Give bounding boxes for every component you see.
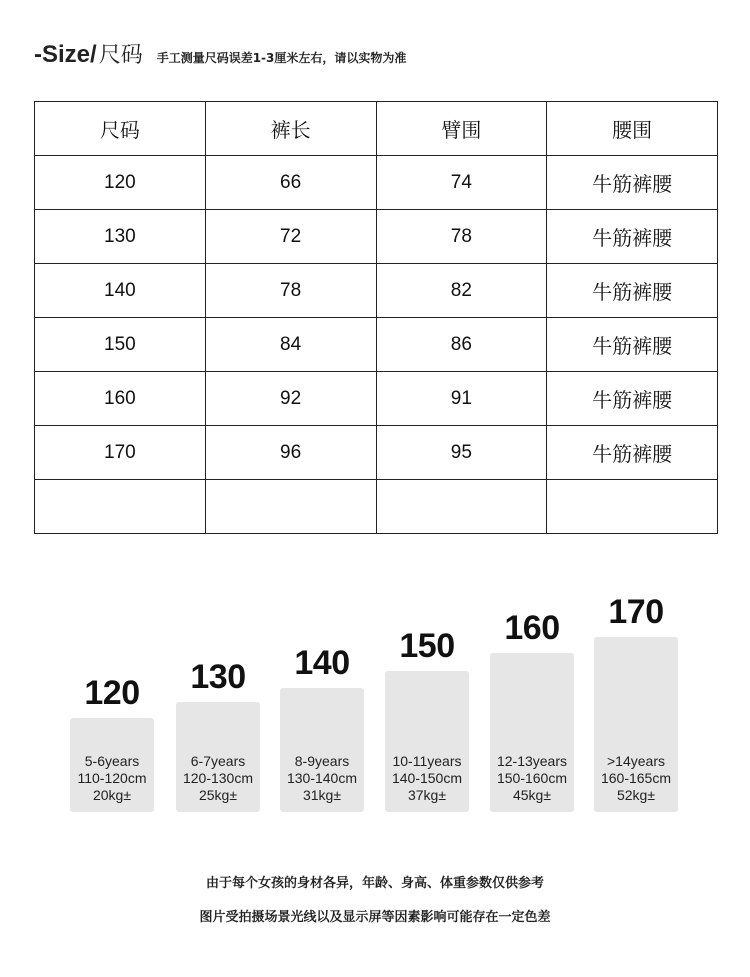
table-cell-waist: 牛筋裤腰 xyxy=(547,210,718,264)
table-cell-hip: 91 xyxy=(376,372,547,426)
table-cell-waist: 牛筋裤腰 xyxy=(547,372,718,426)
column-header-waist: 腰围 xyxy=(547,102,718,156)
column-header-hip: 臂围 xyxy=(376,102,547,156)
table-cell-pants-length: 78 xyxy=(205,264,376,318)
table-cell-size: 150 xyxy=(35,318,206,372)
size-guide-bar xyxy=(490,653,574,812)
table-cell-size xyxy=(35,480,206,534)
table-cell-pants-length: 66 xyxy=(205,156,376,210)
size-guide-bar xyxy=(280,688,364,812)
table-row xyxy=(35,264,718,318)
size-guide-weight: 20kg± xyxy=(92,787,132,803)
table-cell-hip: 86 xyxy=(376,318,547,372)
size-guide-number: 130 xyxy=(190,658,246,696)
table-cell-hip: 74 xyxy=(376,156,547,210)
size-guide xyxy=(0,580,750,820)
table-cell-pants-length: 92 xyxy=(205,372,376,426)
table-cell-waist: 牛筋裤腰 xyxy=(547,318,718,372)
size-guide-info xyxy=(484,753,580,804)
size-guide-info xyxy=(170,753,266,804)
table-row-empty xyxy=(35,480,718,534)
table-cell-waist: 牛筋裤腰 xyxy=(547,426,718,480)
size-guide-item xyxy=(385,580,469,812)
table-header-row xyxy=(35,102,718,156)
size-guide-bar xyxy=(594,637,678,812)
table-cell-pants-length: 96 xyxy=(205,426,376,480)
size-guide-weight: 45kg± xyxy=(512,787,552,803)
size-guide-bar xyxy=(385,671,469,812)
size-guide-height: 120-130cm xyxy=(182,770,254,786)
size-guide-info xyxy=(588,753,684,804)
column-header-pants-length: 裤长 xyxy=(205,102,376,156)
size-guide-info xyxy=(379,753,475,804)
size-guide-bar xyxy=(176,702,260,812)
table-cell-size: 170 xyxy=(35,426,206,480)
size-guide-weight: 52kg± xyxy=(616,787,656,803)
column-header-size: 尺码 xyxy=(35,102,206,156)
table-cell-hip: 78 xyxy=(376,210,547,264)
size-guide-number: 140 xyxy=(294,644,350,682)
table-cell-hip: 82 xyxy=(376,264,547,318)
size-guide-number: 120 xyxy=(84,674,140,712)
size-guide-age: 5-6years xyxy=(84,753,140,769)
table-cell-waist: 牛筋裤腰 xyxy=(547,264,718,318)
size-guide-item xyxy=(490,580,574,812)
size-guide-weight: 31kg± xyxy=(302,787,342,803)
size-guide-item xyxy=(176,580,260,812)
size-guide-age: 10-11years xyxy=(392,753,462,769)
size-guide-weight: 25kg± xyxy=(198,787,238,803)
size-guide-age: 6-7years xyxy=(190,753,246,769)
size-guide-number: 170 xyxy=(608,593,664,631)
size-guide-age: 8-9years xyxy=(294,753,350,769)
size-guide-info xyxy=(64,753,160,804)
header-title-en: -Size/ xyxy=(34,41,97,68)
size-guide-height: 150-160cm xyxy=(496,770,568,786)
size-guide-height: 130-140cm xyxy=(286,770,358,786)
size-guide-item xyxy=(594,580,678,812)
table-cell-pants-length: 84 xyxy=(205,318,376,372)
size-guide-number: 150 xyxy=(399,627,455,665)
size-guide-bar xyxy=(70,718,154,812)
table-row xyxy=(35,426,718,480)
size-guide-age: >14years xyxy=(607,753,665,769)
header-title-cn: 尺码 xyxy=(98,43,143,68)
table-cell-hip xyxy=(376,480,547,534)
table-row xyxy=(35,318,718,372)
size-guide-height: 140-150cm xyxy=(391,770,463,786)
header-note: 手工测量尺码误差1-3厘米左右，请以实物为准 xyxy=(156,51,407,65)
size-guide-weight: 37kg± xyxy=(407,787,447,803)
page-header xyxy=(34,38,406,74)
size-guide-item xyxy=(70,580,154,812)
size-guide-height: 160-165cm xyxy=(600,770,672,786)
table-cell-hip: 95 xyxy=(376,426,547,480)
table-cell-pants-length: 72 xyxy=(205,210,376,264)
table-row xyxy=(35,210,718,264)
size-guide-item xyxy=(280,580,364,812)
table-row xyxy=(35,156,718,210)
table-cell-size: 120 xyxy=(35,156,206,210)
size-table xyxy=(34,101,718,534)
size-guide-info xyxy=(274,753,370,804)
table-row xyxy=(35,372,718,426)
table-cell-waist: 牛筋裤腰 xyxy=(547,156,718,210)
footnote-line-1: 由于每个女孩的身材各异，年龄、身高、体重参数仅供参考 xyxy=(205,876,544,891)
table-cell-size: 160 xyxy=(35,372,206,426)
size-guide-height: 110-120cm xyxy=(77,770,147,786)
table-cell-size: 130 xyxy=(35,210,206,264)
table-cell-size: 140 xyxy=(35,264,206,318)
size-guide-number: 160 xyxy=(504,609,560,647)
size-guide-age: 12-13years xyxy=(496,753,568,769)
table-cell-pants-length xyxy=(205,480,376,534)
table-cell-waist xyxy=(547,480,718,534)
footnote-line-2: 图片受拍摄场景光线以及显示屏等因素影响可能存在一定色差 xyxy=(199,910,551,925)
